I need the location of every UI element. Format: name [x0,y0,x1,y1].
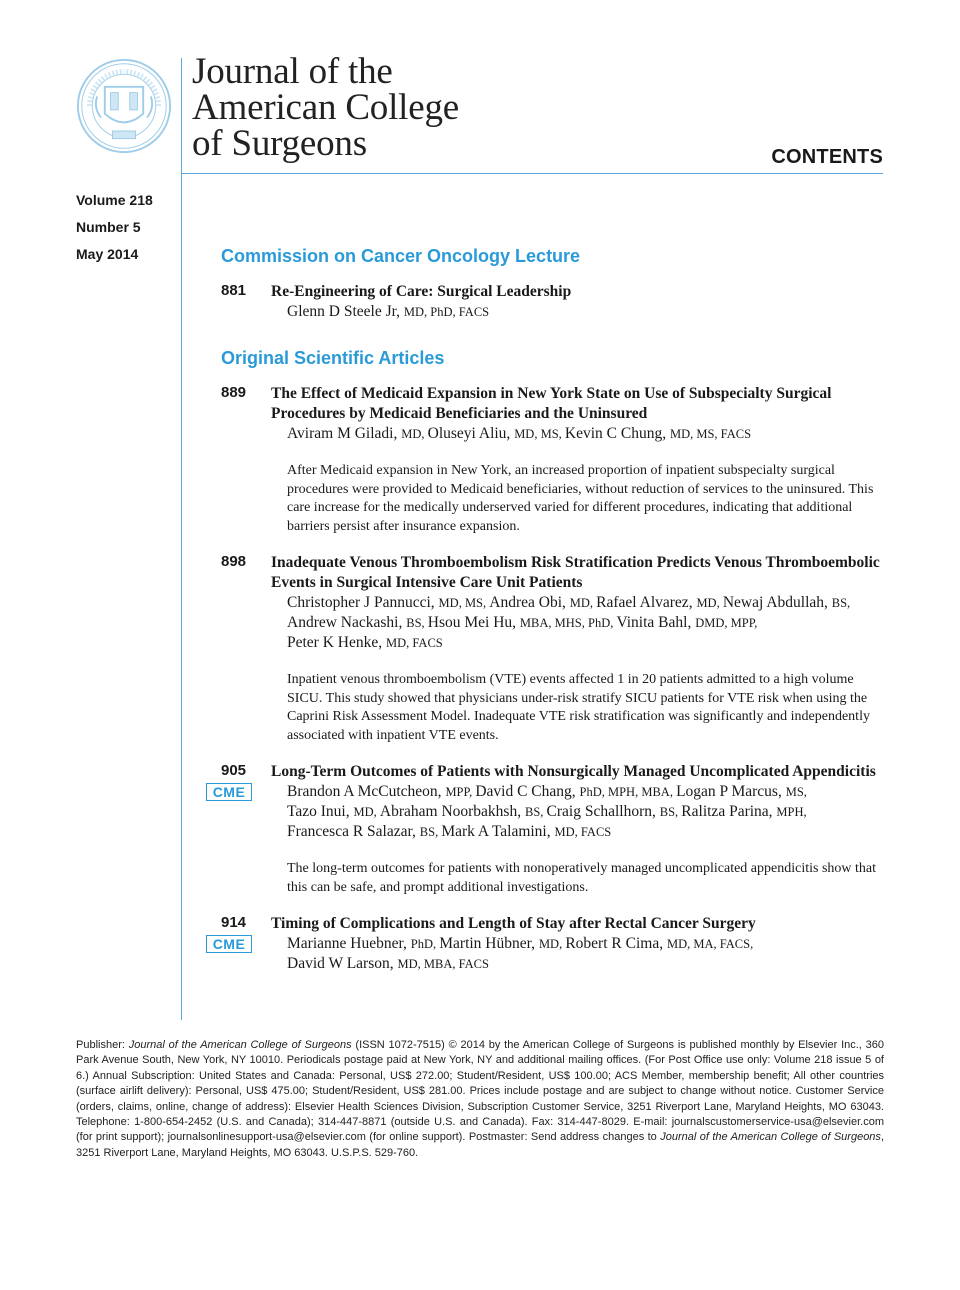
author-degrees: MD, MS, [438,596,490,610]
author-degrees: BS, [419,825,442,839]
author-degrees: MD, [353,805,380,819]
author-degrees: PhD, MPH, MBA, [579,785,677,799]
section-heading-oncology-lecture: Commission on Cancer Oncology Lecture [221,246,581,266]
author-line [287,934,891,954]
author-line [287,302,891,322]
author-name: Craig Schallhorn, [546,803,660,820]
author-name: Oluseyi Aliu, [427,425,515,442]
header-divider [181,173,883,174]
page-number: 889 [221,384,247,401]
cme-badge[interactable]: CME [206,935,252,953]
article-authors [287,593,891,653]
article-title-line[interactable]: Re-Engineering of Care: Surgical Leadership [271,283,572,300]
vertical-divider [181,58,182,1020]
author-line [287,593,891,613]
author-line [287,954,891,974]
author-line [287,613,891,633]
article-summary: The long-term outcomes for patients with nonoperatively managed uncomplicated appendicitis show that this can be safe, and prompt additional investigations. [287,861,877,895]
author-degrees: BS, [406,616,428,630]
article-title[interactable] [271,384,891,424]
article-authors [287,934,891,974]
author-degrees: MD, [569,596,597,610]
journal-title-line: American College [192,87,460,128]
journal-title [192,51,460,164]
author-degrees: MS, [785,785,807,799]
issue-date: May 2014 [76,246,139,262]
author-name: Vinita Bahl, [616,614,696,631]
author-name: Marianne Huebner, [287,935,411,952]
author-degrees: MD, MS, [514,427,565,441]
publisher-information [76,1038,884,1161]
article-title[interactable] [271,553,891,593]
author-line [287,782,891,802]
article-entry[interactable] [221,553,891,745]
volume-label: Volume 218 [76,192,153,208]
article-entry[interactable] [221,384,891,536]
article-entry[interactable] [212,914,891,974]
author-name: Aviram M Giladi, [287,425,402,442]
journal-title-line: of Surgeons [192,123,367,164]
author-line [287,424,891,444]
author-degrees: MD, [538,937,566,951]
article-title-line[interactable]: Inadequate Venous Thromboembolism Risk Stratification Predicts Venous Thromboembolic [271,554,880,571]
author-line [287,822,891,842]
author-name: Brandon A McCutcheon, [287,783,446,800]
cme-badge[interactable]: CME [206,783,252,801]
author-name: David C Chang, [475,783,580,800]
author-name: Kevin C Chung, [564,425,670,442]
section-heading-original-articles: Original Scientific Articles [221,348,445,368]
author-name: Ralitza Parina, [681,803,777,820]
page-number: 881 [221,282,247,299]
article-authors [287,782,891,842]
page-number: 898 [221,553,247,570]
article-title-line[interactable]: Long-Term Outcomes of Patients with Nonsurgically Managed Uncomplicated Appendicitis [271,763,876,780]
journal-title-line: Journal of the [192,51,393,92]
author-name: Mark A Talamini, [441,823,555,840]
author-degrees: MD, MS, FACS [669,427,752,441]
article-title[interactable] [271,762,891,782]
article-title-line[interactable]: Procedures by Medicaid Beneficiaries and the Uninsured [271,405,648,422]
author-degrees: MD, [696,596,723,610]
author-degrees: PhD, [410,937,440,951]
article-title-line[interactable]: Timing of Complications and Length of Stay after Rectal Cancer Surgery [271,915,756,932]
issue-info [76,187,153,268]
article-summary: After Medicaid expansion in New York, an increased proportion of inpatient subspecialty surgical procedures were provided to Medicaid beneficiaries, without reduction of services to the uninsured. This care increase for the medically underserved varied for different procedures, indicating that additional barriers persist after insurance expansion. [287,463,874,534]
author-degrees: MPH, [776,805,807,819]
author-degrees: BS, [831,596,851,610]
author-line [287,802,891,822]
author-name: Abraham Noorbakhsh, [379,803,525,820]
author-name: Andrew Nackashi, [287,614,407,631]
author-name: Rafael Alvarez, [596,594,697,611]
author-name: Christopher J Pannucci, [287,594,439,611]
publisher-body: (ISSN 1072-7515) © 2014 by the American College of Surgeons is published monthly by Elsevier Inc., 360 Park Avenue South, New York, NY 10010. Periodicals postage paid at New York, NY and additional mailing offices. (For Post Office use only: Volume 218 issue 5 of 6.) Annual Subscription: United States and Canada: Personal, US$ 272.00; Student/Resident, US$ 100.00; ACS Member, membership benefit; All other countries (surface airlift delivery): Personal, US$ 475.00; Student/Resident, US$ 281.00. Prices include postage and are subject to change without notice. Customer Service (orders, claims, online, change of address): Elsevier Health Sciences Division, Subscription Customer Service, 3251 Riverport Lane, Maryland Heights, MO 63043. Telephone: 1-800-654-2452 (U.S. and Canada); 314-447-8871 (outside U.S. and Canada). Fax: 314-447-8029. E-mail: journalscustomerservice-usa@elsevier.com (for print support); journalsonlinesupport-usa@elsevier.com (for online support). Postmaster: Send address changes to [76,1039,884,1144]
author-name: Tazo Inui, [287,803,354,820]
author-degrees: MD, PhD, FACS [403,305,490,319]
publisher-suffix: , 3251 Riverport Lane, Maryland Heights, MO 63043. U.S.P.S. 529-760. [76,1131,884,1159]
author-degrees: MD, [401,427,428,441]
author-line [287,633,891,653]
article-title[interactable] [271,282,891,302]
author-name: Martin Hübner, [439,935,539,952]
author-degrees: MD, FACS [554,825,612,839]
author-degrees: BS, [659,805,682,819]
author-name: Newaj Abdullah, [722,594,832,611]
author-degrees: DMD, MPP, [695,616,758,630]
author-degrees: MD, MA, FACS, [666,937,754,951]
article-entry[interactable] [212,762,891,897]
author-name: Hsou Mei Hu, [427,614,520,631]
article-title-line[interactable]: Events in Surgical Intensive Care Unit Patients [271,574,583,591]
author-name: Logan P Marcus, [676,783,786,800]
acs-seal-icon [76,58,172,154]
article-title[interactable] [271,914,891,934]
number-label: Number 5 [76,219,141,235]
author-name: Peter K Henke, [287,634,386,651]
publisher-prefix: Publisher: [76,1039,129,1051]
author-degrees: MBA, MHS, PhD, [519,616,617,630]
author-name: Robert R Cima, [565,935,667,952]
article-title-line[interactable]: The Effect of Medicaid Expansion in New York State on Use of Subspecialty Surgical [271,385,832,402]
author-name: Andrea Obi, [489,594,570,611]
page-number: 914 [221,914,247,931]
article-authors [287,302,891,322]
author-degrees: MD, FACS [386,636,443,650]
author-name: David W Larson, [287,955,398,972]
author-name: Glenn D Steele Jr, [287,303,404,320]
contents-heading: CONTENTS [771,146,883,168]
author-name: Francesca R Salazar, [287,823,420,840]
article-authors [287,424,891,444]
author-degrees: BS, [524,805,547,819]
article-entry[interactable] [221,282,891,322]
article-summary: Inpatient venous thromboembolism (VTE) events affected 1 in 20 patients admitted to a high volume SICU. This study showed that physicians under-risk stratify SICU patients for VTE risk when using the Caprini Risk Assessment Model. Inadequate VTE risk stratification was significantly and independently associated with inpatient VTE events. [287,672,870,743]
publisher-journal-name: Journal of the American College of Surgeons [128,1039,352,1051]
author-degrees: MPP, [445,785,476,799]
author-degrees: MD, MBA, FACS [397,957,489,971]
publisher-journal-name-2: Journal of the American College of Surgeons [660,1131,881,1144]
page-number: 905 [221,762,247,779]
